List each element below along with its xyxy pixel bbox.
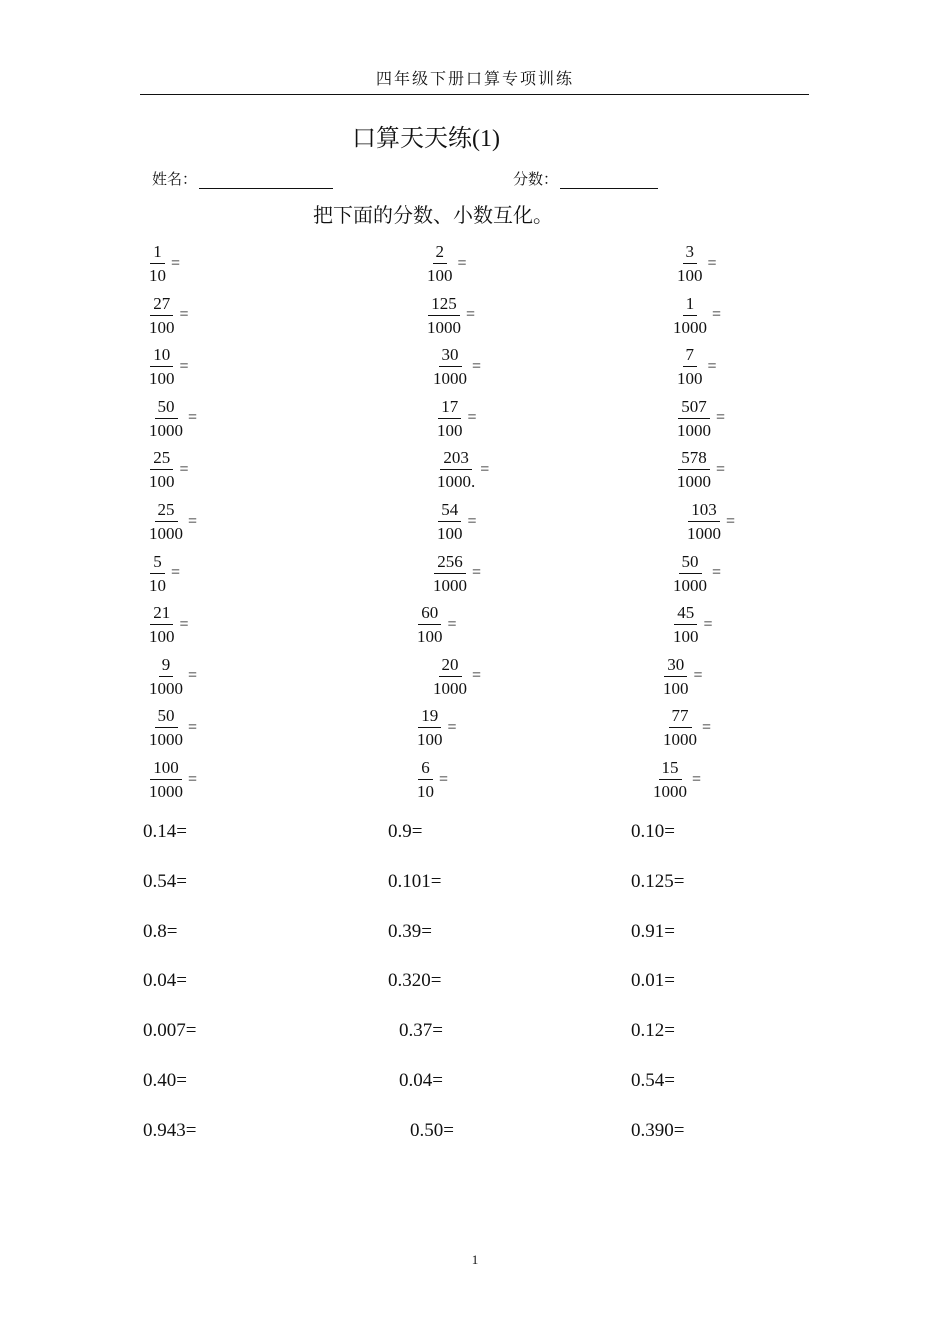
equals-sign: = [188, 409, 198, 427]
decimal-exercise: 0.8= [143, 920, 178, 942]
decimal-exercise: 0.54= [631, 1070, 675, 1091]
numerator: 578 [678, 449, 710, 470]
numerator: 1 [150, 243, 165, 264]
numerator: 50 [679, 553, 702, 574]
decimal-exercise: 0.04= [399, 1070, 443, 1091]
fraction-exercise [434, 449, 489, 490]
equals-sign: = [171, 254, 181, 272]
page-title: 口算天天练(1) [352, 126, 500, 152]
denominator: 1000 [149, 730, 183, 750]
fraction [434, 449, 478, 490]
fraction-exercise [146, 295, 189, 336]
equals-sign: = [692, 770, 702, 788]
decimal-exercise: 0.39= [388, 920, 432, 942]
numerator: 19 [418, 707, 441, 728]
fraction-exercise [684, 501, 735, 542]
numerator: 2 [433, 243, 448, 264]
fraction [674, 398, 714, 439]
denominator: 1000 [149, 678, 183, 698]
denominator: 100 [437, 420, 463, 440]
equals-sign: = [707, 254, 717, 272]
equals-sign: = [707, 357, 717, 375]
numerator: 6 [418, 759, 433, 780]
denominator: 100 [417, 627, 443, 647]
fraction [434, 398, 466, 439]
fraction [414, 604, 446, 645]
decimal-exercise: 0.10= [631, 821, 675, 842]
score-label: 分数： [513, 172, 559, 188]
fraction-exercise [146, 656, 197, 697]
decimal-exercise: 0.12= [631, 1020, 675, 1042]
decimal-exercise: 0.40= [143, 1070, 187, 1091]
equals-sign: = [457, 254, 467, 272]
fraction [674, 243, 706, 284]
fraction [424, 243, 456, 284]
numerator: 30 [439, 346, 462, 367]
fraction-exercise [414, 707, 457, 748]
equals-sign: = [179, 615, 189, 633]
denominator: 1000 [677, 472, 711, 492]
decimal-exercise: 0.91= [631, 920, 675, 942]
numerator: 507 [678, 398, 710, 419]
numerator: 103 [688, 501, 720, 522]
denominator: 100 [149, 369, 175, 389]
numerator: 1 [683, 295, 698, 316]
decimal-exercise: 0.37= [399, 1020, 443, 1042]
denominator: 100 [673, 627, 699, 647]
denominator: 1000 [433, 369, 467, 389]
numerator: 50 [155, 707, 178, 728]
equals-sign: = [188, 718, 198, 736]
fraction [670, 604, 702, 645]
numerator: 54 [438, 501, 461, 522]
numerator: 9 [159, 656, 174, 677]
fraction [430, 553, 470, 594]
denominator: 100 [427, 266, 453, 285]
fraction-exercise [414, 604, 457, 645]
fraction-exercise [674, 449, 725, 490]
fraction [660, 707, 700, 748]
fraction-exercise [424, 243, 467, 284]
denominator: 1000 [673, 575, 707, 595]
equals-sign: = [703, 615, 713, 633]
numerator: 125 [428, 295, 460, 316]
denominator: 1000 [433, 678, 467, 698]
numerator: 256 [434, 553, 466, 574]
equals-sign: = [716, 409, 726, 427]
fraction-exercise [146, 759, 197, 800]
fraction-exercise [650, 759, 701, 800]
fraction-exercise [146, 346, 189, 387]
numerator: 45 [674, 604, 697, 625]
fraction [146, 501, 186, 542]
decimal-exercise: 0.101= [388, 870, 442, 892]
fraction [674, 346, 706, 387]
fraction-exercise [674, 346, 717, 387]
equals-sign: = [467, 512, 477, 530]
denominator: 1000. [437, 472, 476, 492]
fraction [146, 656, 186, 697]
header-rule [140, 94, 809, 95]
fraction [430, 346, 470, 387]
fraction-exercise [434, 398, 477, 439]
equals-sign: = [179, 306, 189, 324]
equals-sign: = [480, 460, 490, 478]
equals-sign: = [188, 512, 198, 530]
denominator: 10 [149, 575, 166, 595]
numerator: 25 [150, 449, 173, 470]
decimal-exercise: 0.390= [631, 1119, 685, 1141]
fraction [670, 553, 710, 594]
fraction [146, 243, 169, 284]
numerator: 21 [150, 604, 173, 625]
fraction [650, 759, 690, 800]
fraction [146, 346, 178, 387]
running-header: 四年级下册口算专项训练 [375, 71, 574, 88]
fraction [146, 759, 186, 800]
numerator: 17 [438, 398, 461, 419]
fraction [146, 295, 178, 336]
denominator: 1000 [663, 730, 697, 750]
fraction [424, 295, 464, 336]
fraction-exercise [670, 295, 721, 336]
numerator: 15 [659, 759, 682, 780]
fraction-exercise [430, 553, 481, 594]
decimal-exercise: 0.54= [143, 870, 187, 892]
decimal-exercise: 0.01= [631, 970, 675, 992]
equals-sign: = [179, 357, 189, 375]
equals-sign: = [702, 718, 712, 736]
equals-sign: = [726, 512, 736, 530]
fraction-exercise [424, 295, 475, 336]
denominator: 1000 [149, 420, 183, 440]
denominator: 1000 [653, 782, 687, 801]
equals-sign: = [447, 615, 457, 633]
fraction [414, 707, 446, 748]
fraction-exercise [146, 398, 197, 439]
fraction-exercise [430, 656, 481, 697]
denominator: 100 [677, 369, 703, 389]
fraction-exercise [660, 656, 703, 697]
decimal-exercise: 0.007= [143, 1020, 197, 1042]
fraction [414, 759, 437, 800]
page-number: 1 [471, 1252, 479, 1267]
fraction [146, 604, 178, 645]
fraction [434, 501, 466, 542]
fraction-exercise [430, 346, 481, 387]
fraction-exercise [414, 759, 448, 800]
equals-sign: = [712, 564, 722, 582]
numerator: 30 [664, 656, 687, 677]
equals-sign: = [171, 564, 181, 582]
fraction [670, 295, 710, 336]
fraction-exercise [146, 449, 189, 490]
denominator: 100 [149, 627, 175, 647]
equals-sign: = [472, 667, 482, 685]
fraction [660, 656, 692, 697]
decimal-exercise: 0.04= [143, 970, 187, 992]
equals-sign: = [179, 460, 189, 478]
numerator: 203 [440, 449, 472, 470]
numerator: 100 [150, 759, 182, 780]
denominator: 100 [149, 317, 175, 337]
numerator: 50 [155, 398, 178, 419]
fraction [146, 449, 178, 490]
decimal-exercise: 0.14= [143, 821, 187, 842]
fraction-exercise [146, 243, 180, 284]
equals-sign: = [712, 306, 722, 324]
fraction [146, 707, 186, 748]
fraction-exercise [670, 553, 721, 594]
name-blank[interactable] [199, 172, 333, 189]
fraction-exercise [434, 501, 477, 542]
fraction-exercise [146, 501, 197, 542]
denominator: 1000 [427, 317, 461, 337]
denominator: 1000 [149, 524, 183, 543]
fraction-exercise [674, 243, 717, 284]
decimal-exercise: 0.320= [388, 970, 442, 992]
equals-sign: = [693, 667, 703, 685]
numerator: 3 [683, 243, 698, 264]
denominator: 100 [677, 266, 703, 285]
decimal-exercise: 0.50= [410, 1119, 454, 1141]
numerator: 77 [669, 707, 692, 728]
fraction-exercise [146, 707, 197, 748]
denominator: 100 [437, 524, 463, 543]
denominator: 1000 [433, 575, 467, 595]
denominator: 100 [417, 730, 443, 750]
denominator: 1000 [687, 524, 721, 543]
fraction [684, 501, 724, 542]
equals-sign: = [447, 718, 457, 736]
decimal-exercise: 0.9= [388, 821, 423, 842]
equals-sign: = [472, 564, 482, 582]
numerator: 25 [155, 501, 178, 522]
fraction-exercise [660, 707, 711, 748]
fraction [430, 656, 470, 697]
decimal-exercise: 0.125= [631, 870, 685, 892]
numerator: 7 [683, 346, 698, 367]
fraction-exercise [670, 604, 713, 645]
denominator: 100 [149, 472, 175, 492]
equals-sign: = [188, 770, 198, 788]
denominator: 1000 [673, 317, 707, 337]
name-label: 姓名： [152, 172, 198, 188]
numerator: 27 [150, 295, 173, 316]
denominator: 1000 [677, 420, 711, 440]
equals-sign: = [439, 770, 449, 788]
numerator: 60 [418, 604, 441, 625]
score-field[interactable] [513, 168, 658, 189]
equals-sign: = [467, 409, 477, 427]
fraction-exercise [674, 398, 725, 439]
equals-sign: = [716, 460, 726, 478]
decimal-exercise: 0.943= [143, 1119, 197, 1141]
numerator: 20 [439, 656, 462, 677]
fraction [146, 553, 169, 594]
denominator: 10 [417, 782, 434, 801]
fraction [674, 449, 714, 490]
instruction: 把下面的分数、小数互化。 [313, 205, 553, 227]
equals-sign: = [472, 357, 482, 375]
equals-sign: = [188, 667, 198, 685]
name-field[interactable] [152, 168, 333, 189]
fraction [146, 398, 186, 439]
fraction-exercise [146, 604, 189, 645]
numerator: 10 [150, 346, 173, 367]
score-blank[interactable] [560, 172, 658, 189]
fraction-exercise [146, 553, 180, 594]
denominator: 10 [149, 266, 166, 285]
equals-sign: = [466, 306, 476, 324]
denominator: 100 [663, 678, 689, 698]
numerator: 5 [150, 553, 165, 574]
denominator: 1000 [149, 782, 183, 801]
